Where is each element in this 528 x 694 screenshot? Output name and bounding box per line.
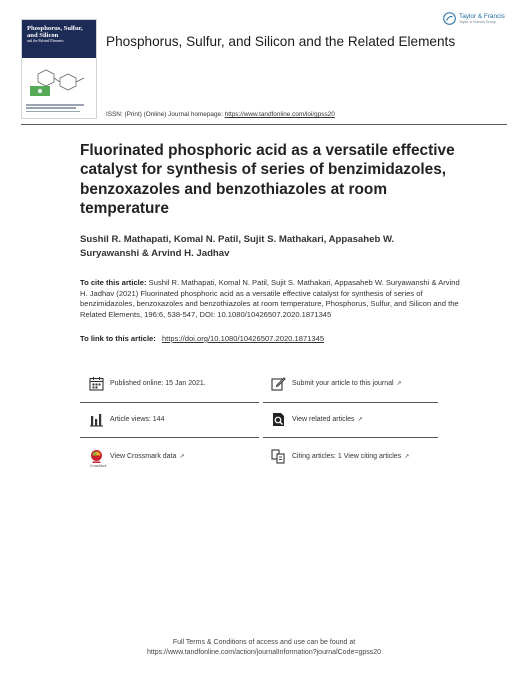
crossmark-link[interactable] xyxy=(88,448,184,464)
article-views-item xyxy=(88,411,164,427)
article-authors: Sushil R. Mathapati, Komal N. Patil, Sujit S. Mathakari, Appasaheb W. Suryawanshi & Arvind H. Jadhav xyxy=(80,234,395,259)
article-doi-link[interactable]: https://doi.org/10.1080/10426507.2020.1871345 xyxy=(161,334,325,343)
issn-label: ISSN: (Print) (Online) Journal homepage: xyxy=(106,111,223,118)
external-link-icon: ↗ xyxy=(396,380,402,387)
journal-homepage-link[interactable]: https://www.tandfonline.com/loi/gpss20 xyxy=(224,111,335,118)
citing-articles-link[interactable] xyxy=(270,448,409,464)
action-divider xyxy=(80,402,259,403)
calendar-icon xyxy=(88,375,104,391)
publisher-tagline: Taylor & Francis Group xyxy=(459,20,496,24)
article-link-line xyxy=(80,334,324,343)
action-divider xyxy=(80,437,259,438)
submit-article-text: Submit your article to this journal xyxy=(292,379,394,387)
cite-label: To cite this article: xyxy=(80,278,147,287)
crossmark-logo-caption: CrossMark xyxy=(90,464,107,468)
cover-title-band xyxy=(22,20,96,58)
action-divider xyxy=(263,437,438,438)
footer-terms-link[interactable]: https://www.tandfonline.com/action/journalInformation?journalCode=gpss20 xyxy=(146,649,382,656)
journal-cover-thumbnail xyxy=(21,19,97,119)
action-divider xyxy=(263,402,438,403)
cover-molecule-graphic xyxy=(26,66,90,100)
edit-icon xyxy=(270,375,286,391)
external-link-icon: ↗ xyxy=(357,416,363,423)
citing-articles-text: Citing articles: 1 View citing articles xyxy=(292,452,402,460)
external-link-icon: ↗ xyxy=(404,453,410,460)
taylor-francis-logo[interactable] xyxy=(443,12,505,25)
link-label: To link to this article: xyxy=(80,334,156,343)
external-link-icon: ↗ xyxy=(179,453,185,460)
footer-terms xyxy=(0,638,528,658)
citation-block xyxy=(80,278,460,320)
publisher-name: Taylor & Francis xyxy=(459,13,505,20)
cover-subtitle: and the Related Elements xyxy=(27,39,64,43)
published-online-item xyxy=(88,375,206,391)
search-document-icon xyxy=(270,411,286,427)
taylor-francis-icon xyxy=(443,12,456,25)
related-articles-link[interactable] xyxy=(270,411,363,427)
cite-doi: 10.1080/10426507.2020.1871345 xyxy=(217,309,332,319)
crossmark-text: View Crossmark data xyxy=(110,452,177,460)
citing-articles-icon xyxy=(270,448,286,464)
article-views-text: Article views: 144 xyxy=(110,415,165,423)
submit-article-link[interactable] xyxy=(270,375,402,391)
footer-terms-text: Full Terms & Conditions of access and use can be found at xyxy=(172,639,356,646)
cover-title: Phosphorus, Sulfur, and Silicon xyxy=(27,25,83,39)
article-title: Fluorinated phosphoric acid as a versatile effective catalyst for synthesis of series of benzimidazoles, benzoxazoles and benzothiazoles at room temperature xyxy=(80,142,455,217)
journal-title[interactable]: Phosphorus, Sulfur, and Silicon and the Related Elements xyxy=(106,34,456,49)
cover-text-lines xyxy=(26,104,86,114)
bar-chart-icon xyxy=(88,411,104,427)
header-divider xyxy=(21,124,507,125)
related-articles-text: View related articles xyxy=(292,415,355,423)
crossmark-icon xyxy=(88,448,104,464)
cite-text: Sushil R. Mathapati, Komal N. Patil, Sujit S. Mathakari, Appasaheb W. Suryawanshi & Arvind H. Jadhav (2021) Fluorinated phosphoric acid as a versatile effective catalyst for synthesis of series of benzimidazoles, benzoxazoles and benzothiazoles at room temperature, Phosphorus, Sulfur, and Silicon and the Related Elements, 196:6, 538-547, DOI: xyxy=(80,278,460,319)
published-online-text: Published online: 15 Jan 2021. xyxy=(110,379,206,387)
issn-line xyxy=(106,111,335,118)
